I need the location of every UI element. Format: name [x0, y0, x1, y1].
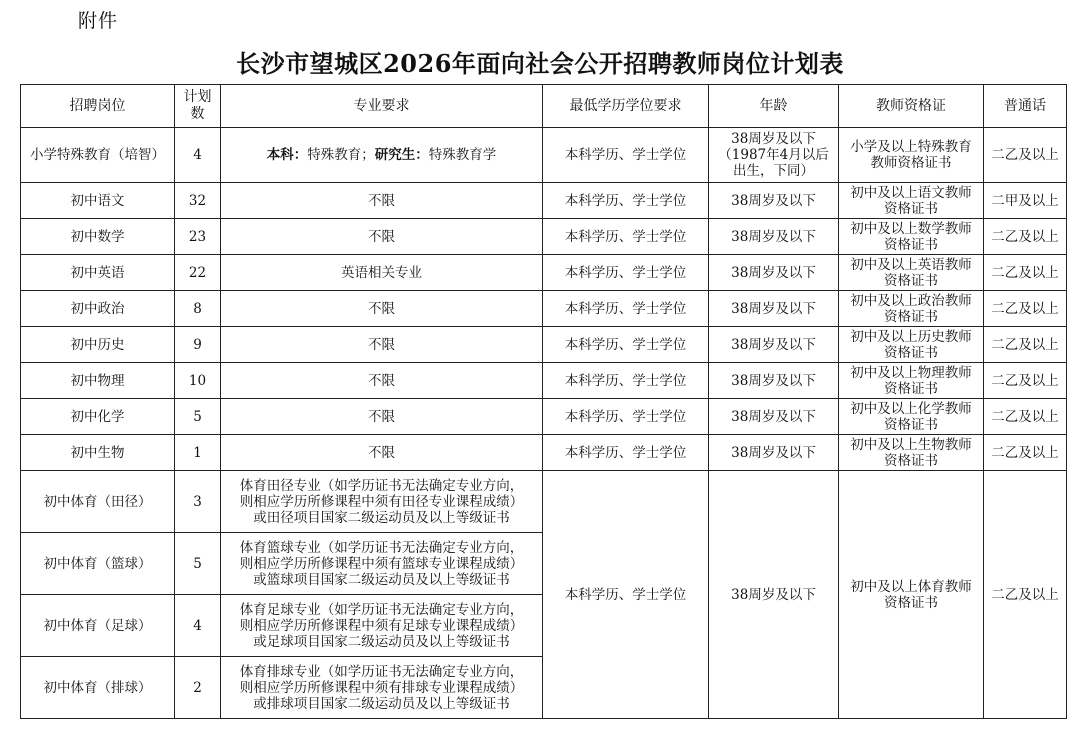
cell-age: 38周岁及以下	[709, 183, 839, 219]
cell-mandarin: 二乙及以上	[984, 435, 1067, 471]
major-line-2: 则相应学历所修课程中须有足球专业课程成绩）	[239, 617, 524, 634]
cell-position: 初中生物	[21, 435, 175, 471]
cell-position: 初中历史	[21, 327, 175, 363]
cell-major	[221, 533, 543, 595]
cert-line-2: 资格证书	[884, 200, 938, 217]
cert-line-1: 初中及以上生物教师	[850, 436, 972, 453]
cell-major: 不限	[221, 435, 543, 471]
cell-major	[221, 128, 543, 183]
cell-education: 本科学历、学士学位	[543, 399, 709, 435]
age-line-2: （1987年4月以后	[718, 147, 829, 163]
cell-age: 38周岁及以下	[709, 435, 839, 471]
cell-count: 10	[175, 363, 221, 399]
cell-count: 2	[175, 657, 221, 719]
cell-position: 初中体育（篮球）	[21, 533, 175, 595]
cell-age: 38周岁及以下	[709, 327, 839, 363]
table-row	[21, 291, 1067, 327]
cert-line-1: 初中及以上语文教师	[850, 184, 972, 201]
cell-count: 5	[175, 533, 221, 595]
cell-count: 1	[175, 435, 221, 471]
cell-position: 初中数学	[21, 219, 175, 255]
cell-education: 本科学历、学士学位	[543, 327, 709, 363]
cert-line-1: 初中及以上数学教师	[850, 220, 972, 237]
major-line-1: 体育篮球专业（如学历证书无法确定专业方向，	[239, 539, 524, 556]
cert-line-1: 初中及以上体育教师	[850, 578, 972, 595]
cell-major: 不限	[221, 219, 543, 255]
cert-line-2: 资格证书	[884, 416, 938, 433]
cell-age: 38周岁及以下	[709, 219, 839, 255]
cell-certificate	[839, 363, 984, 399]
cell-mandarin: 二乙及以上	[984, 255, 1067, 291]
cell-major: 不限	[221, 363, 543, 399]
cell-education: 本科学历、学士学位	[543, 435, 709, 471]
attachment-label: 附件	[78, 10, 119, 32]
cell-position: 初中政治	[21, 291, 175, 327]
header-position: 招聘岗位	[21, 85, 175, 128]
cell-position: 初中化学	[21, 399, 175, 435]
cell-mandarin: 二乙及以上	[984, 327, 1067, 363]
cell-mandarin: 二甲及以上	[984, 183, 1067, 219]
cell-position: 初中体育（足球）	[21, 595, 175, 657]
major-value-undergrad: 特殊教育；	[307, 147, 375, 163]
cell-count: 8	[175, 291, 221, 327]
header-age: 年龄	[709, 85, 839, 128]
cell-certificate	[839, 327, 984, 363]
cell-mandarin: 二乙及以上	[984, 399, 1067, 435]
cert-line-2: 资格证书	[884, 344, 938, 361]
header-count-line2: 数	[190, 106, 205, 122]
cell-major	[221, 595, 543, 657]
table-row	[21, 435, 1067, 471]
cell-certificate	[839, 183, 984, 219]
major-line-1: 体育田径专业（如学历证书无法确定专业方向，	[239, 477, 524, 494]
table-row	[21, 327, 1067, 363]
recruitment-plan-table	[20, 84, 1067, 719]
header-count	[175, 85, 221, 128]
cell-certificate	[839, 435, 984, 471]
cell-education: 本科学历、学士学位	[543, 291, 709, 327]
cert-line-2: 资格证书	[884, 380, 938, 397]
cell-certificate-merged	[839, 471, 984, 719]
cell-mandarin: 二乙及以上	[984, 128, 1067, 183]
cell-position: 小学特殊教育（培智）	[21, 128, 175, 183]
table-row	[21, 363, 1067, 399]
cert-line-2: 资格证书	[884, 236, 938, 253]
table-row	[21, 399, 1067, 435]
cell-education: 本科学历、学士学位	[543, 128, 709, 183]
major-label-grad: 研究生：	[374, 147, 429, 163]
major-value-grad: 特殊教育学	[428, 147, 497, 163]
cert-line-2: 教师资格证书	[870, 155, 952, 171]
cell-major: 不限	[221, 183, 543, 219]
cert-line-2: 资格证书	[884, 594, 938, 611]
age-line-1: 38周岁及以下	[731, 131, 816, 147]
major-line-2: 则相应学历所修课程中须有篮球专业课程成绩）	[239, 555, 524, 572]
cell-education: 本科学历、学士学位	[543, 183, 709, 219]
cell-certificate	[839, 219, 984, 255]
cert-line-1: 初中及以上英语教师	[850, 256, 972, 273]
cert-line-1: 初中及以上历史教师	[850, 328, 972, 345]
table-row	[21, 128, 1067, 183]
cell-age: 38周岁及以下	[709, 399, 839, 435]
cell-major: 英语相关专业	[221, 255, 543, 291]
major-label-undergrad: 本科：	[266, 147, 308, 163]
cell-age: 38周岁及以下	[709, 363, 839, 399]
cert-line-2: 资格证书	[884, 308, 938, 325]
cell-mandarin-merged: 二乙及以上	[984, 471, 1067, 719]
cell-education: 本科学历、学士学位	[543, 219, 709, 255]
document-title: 长沙市望城区2026年面向社会公开招聘教师岗位计划表	[236, 49, 844, 78]
major-line-2: 则相应学历所修课程中须有排球专业课程成绩）	[239, 679, 524, 696]
table-row	[21, 219, 1067, 255]
cert-line-1: 初中及以上物理教师	[850, 364, 972, 381]
cell-age: 38周岁及以下	[709, 255, 839, 291]
cert-line-1: 初中及以上化学教师	[850, 400, 972, 417]
table-row	[21, 471, 1067, 533]
header-major: 专业要求	[221, 85, 543, 128]
header-mandarin: 普通话	[984, 85, 1067, 128]
cert-line-1: 初中及以上政治教师	[850, 292, 972, 309]
cell-certificate	[839, 255, 984, 291]
table-row	[21, 255, 1067, 291]
cell-position: 初中物理	[21, 363, 175, 399]
cell-certificate	[839, 399, 984, 435]
major-line-3: 或排球项目国家二级运动员及以上等级证书	[253, 695, 510, 712]
cell-certificate	[839, 128, 984, 183]
age-line-3: 出生，下同）	[733, 163, 814, 179]
cell-age: 38周岁及以下	[709, 291, 839, 327]
header-count-line1: 计划	[183, 89, 212, 105]
cell-major	[221, 657, 543, 719]
cell-count: 3	[175, 471, 221, 533]
table-header-row	[21, 85, 1067, 128]
cell-age-merged: 38周岁及以下	[709, 471, 839, 719]
cell-count: 32	[175, 183, 221, 219]
cert-line-1: 小学及以上特殊教育	[850, 139, 972, 155]
cell-age	[709, 128, 839, 183]
cell-position: 初中语文	[21, 183, 175, 219]
cell-major	[221, 471, 543, 533]
cell-education: 本科学历、学士学位	[543, 255, 709, 291]
cell-position: 初中英语	[21, 255, 175, 291]
cell-count: 22	[175, 255, 221, 291]
cell-count: 5	[175, 399, 221, 435]
cell-major: 不限	[221, 291, 543, 327]
cert-line-2: 资格证书	[884, 452, 938, 469]
cell-mandarin: 二乙及以上	[984, 291, 1067, 327]
cell-count: 4	[175, 595, 221, 657]
cell-count: 9	[175, 327, 221, 363]
major-line-3: 或田径项目国家二级运动员及以上等级证书	[253, 509, 510, 526]
header-education: 最低学历学位要求	[543, 85, 709, 128]
cell-mandarin: 二乙及以上	[984, 219, 1067, 255]
cell-major: 不限	[221, 399, 543, 435]
cell-position: 初中体育（排球）	[21, 657, 175, 719]
cell-major: 不限	[221, 327, 543, 363]
cell-education-merged: 本科学历、学士学位	[543, 471, 709, 719]
cell-mandarin: 二乙及以上	[984, 363, 1067, 399]
cell-certificate	[839, 291, 984, 327]
major-line-3: 或足球项目国家二级运动员及以上等级证书	[253, 633, 510, 650]
major-line-3: 或篮球项目国家二级运动员及以上等级证书	[253, 571, 510, 588]
major-line-1: 体育足球专业（如学历证书无法确定专业方向，	[239, 601, 524, 618]
cell-count: 23	[175, 219, 221, 255]
cell-position: 初中体育（田径）	[21, 471, 175, 533]
cell-education: 本科学历、学士学位	[543, 363, 709, 399]
cell-count: 4	[175, 128, 221, 183]
major-line-2: 则相应学历所修课程中须有田径专业课程成绩）	[239, 493, 524, 510]
major-line-1: 体育排球专业（如学历证书无法确定专业方向，	[239, 663, 524, 680]
table-row	[21, 183, 1067, 219]
header-certificate: 教师资格证	[839, 85, 984, 128]
cert-line-2: 资格证书	[884, 272, 938, 289]
